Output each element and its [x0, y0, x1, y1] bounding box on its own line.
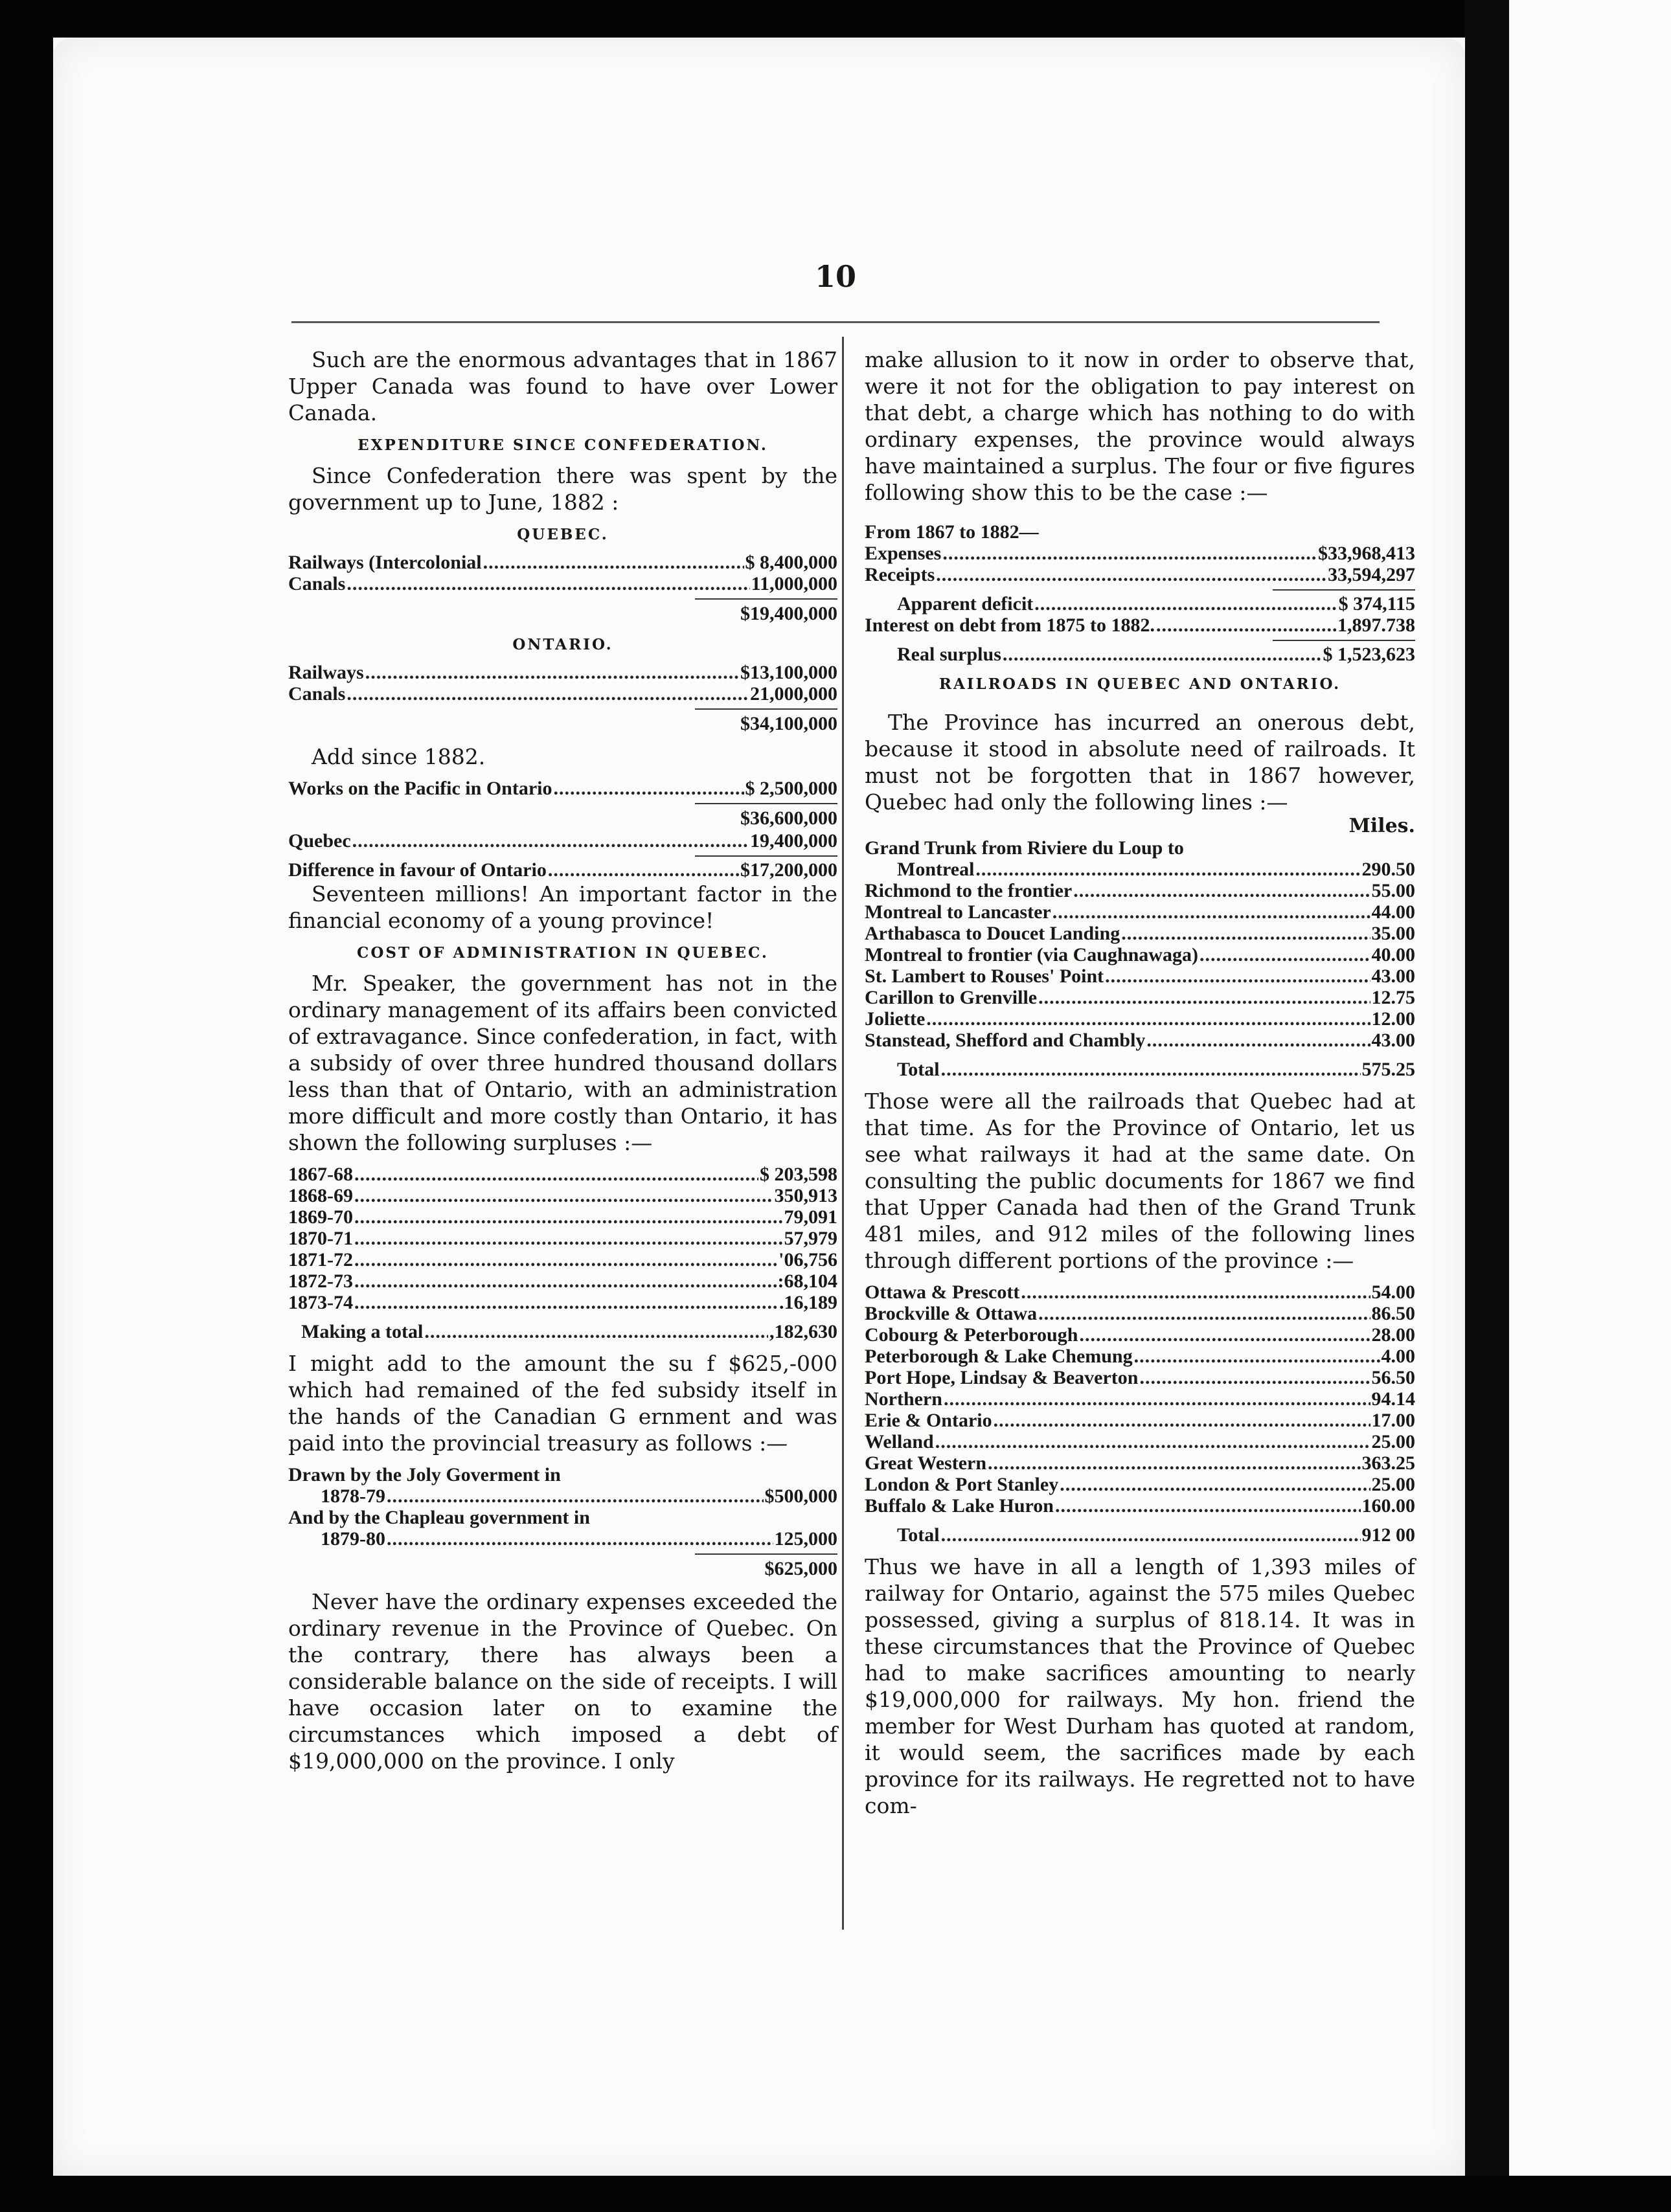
- scan-border-bottom: [0, 2176, 1671, 2212]
- ledger-row: 1870-71 ..... 57,979: [288, 1228, 837, 1249]
- ledger-row: Northern ..... 94.14: [865, 1388, 1415, 1410]
- ledger-row: Apparent deficit ..... $ 374,115: [865, 593, 1415, 615]
- since-paragraph: Since Confederation there was spent by the government up to June, 1882 :: [288, 463, 837, 515]
- ledger-line: Drawn by the Joly Goverment in: [288, 1464, 561, 1485]
- ledger-row: London & Port Stanley ..... 25.00: [865, 1474, 1415, 1495]
- quebec-total: $19,400,000: [740, 603, 837, 624]
- sum-rule: [695, 708, 837, 710]
- ledger-row: Welland ..... 25.00: [865, 1431, 1415, 1452]
- ledger-row: Quebec ..... 19,400,000: [288, 830, 837, 852]
- ledger-row: 1867-68 ..... $ 203,598: [288, 1164, 837, 1185]
- ledger-row: Canals ..... 11,000,000: [288, 573, 837, 594]
- ledger-row: Richmond to the frontier ..... 55.00: [865, 880, 1415, 901]
- ledger-row: Erie & Ontario ..... 17.00: [865, 1410, 1415, 1431]
- ledger-row: Receipts ..... 33,594,297: [865, 564, 1415, 585]
- ledger-row: Canals ..... 21,000,000: [288, 683, 837, 705]
- ledger-row: Total ..... 575.25: [865, 1059, 1415, 1080]
- ledger-row: Difference in favour of Ontario ..... $17,200,000: [288, 859, 837, 881]
- ledger-row: Interest on debt from 1875 to 1882. ..... 1,897.738: [865, 615, 1415, 636]
- ledger-row: Carillon to Grenville ..... 12.75: [865, 987, 1415, 1008]
- ledger-row: 1869-70 ..... 79,091: [288, 1206, 837, 1228]
- add-since-line: Add since 1882.: [312, 744, 486, 769]
- ledger-row: Brockville & Ottawa ..... 86.50: [865, 1303, 1415, 1324]
- left-column: [288, 346, 837, 1774]
- intro-paragraph: Such are the enormous advantages that in 1867 Upper Canada was found to have over Lower Canada.: [288, 347, 837, 425]
- ledger-row: 1878-79 ..... $500,000: [288, 1485, 837, 1507]
- allusion-paragraph: make allusion to it now in order to observe that, were it not for the obligation to pay interest on that debt, a charge which has nothing to do with ordinary expenses, the province would always have maintained a surplus. The four or five figures following show this to be the case :—: [865, 347, 1415, 505]
- ledger-row: Peterborough & Lake Chemung ..... 4.00: [865, 1346, 1415, 1367]
- column-divider: [842, 337, 844, 1930]
- right-column: [865, 346, 1415, 1819]
- header-rule: [291, 321, 1380, 323]
- ledger-line: Grand Trunk from Riviere du Loup to: [865, 837, 1184, 859]
- scan-border-right: [1465, 0, 1509, 2212]
- ledger-row: Montreal ..... 290.50: [865, 859, 1415, 880]
- ledger-row: Joliette ..... 12.00: [865, 1008, 1415, 1030]
- ledger-row: Arthabasca to Doucet Landing ..... 35.00: [865, 923, 1415, 944]
- thus-paragraph: Thus we have in all a length of 1,393 miles of railway for Ontario, against the 575 miles Quebec possessed, giving a surplus of 818.14. It was in these circumstances that the Province of Quebec had to make sacrifices amounting to nearly $19,000,000 for railways. My hon. friend the member for West Durham has quoted at random, it would seem, the sacrifices made by each province for its railways. He regretted not to have com-: [865, 1554, 1415, 1818]
- heading-expenditure: EXPENDITURE SINCE CONFEDERATION.: [358, 436, 768, 454]
- scan-border-left: [0, 0, 53, 2212]
- ontario-total: $34,100,000: [740, 713, 837, 734]
- ledger-row: St. Lambert to Rouses' Point ..... 43.00: [865, 965, 1415, 987]
- drawn-total: $625,000: [764, 1558, 837, 1579]
- ledger-row: Total ..... 912 00: [865, 1524, 1415, 1546]
- ledger-row: Cobourg & Peterborough ..... 28.00: [865, 1324, 1415, 1346]
- ledger-row: 1868-69 ..... 350,913: [288, 1185, 837, 1206]
- ledger-line: And by the Chapleau government in: [288, 1507, 590, 1528]
- sum-rule: [1273, 589, 1415, 591]
- ledger-row: Great Western ..... 363.25: [865, 1452, 1415, 1474]
- speaker-paragraph: Mr. Speaker, the government has not in the ordinary management of its affairs been convicted of extravagance. Since confederation, in fact, with a subsidy of over three hundred thousand dollars less than that of Ontario, with an administration more difficult and more costly than Ontario, it has shown the following surpluses :—: [288, 971, 837, 1155]
- ledger-row: Railways (Intercolonial ..... $ 8,400,000: [288, 552, 837, 573]
- combined-total: $36,600,000: [740, 807, 837, 829]
- never-paragraph: Never have the ordinary expenses exceeded the ordinary revenue in the Province of Quebec. On the contrary, there has always been a considerable balance on the side of receipts. I will have occasion later on to examine the circumstances which imposed a debt of $19,000,000 on the province. I only: [288, 1589, 837, 1774]
- those-paragraph: Those were all the railroads that Quebec had at that time. As for the Province of Ontario, let us see what railways it had at the same date. On consulting the public documents for 1867 we find that Upper Canada had then of the Grand Trunk 481 miles, and 912 miles of the following lines through different portions of the province :—: [865, 1089, 1415, 1273]
- might-paragraph: I might add to the amount the su f $625,-000 which had remained of the fed subsidy itself in the hands of the Canadian G ernment and was paid into the provincial treasury as follows :—: [288, 1351, 837, 1456]
- heading-quebec: QUEBEC.: [517, 526, 609, 543]
- heading-ontario: ONTARIO.: [512, 636, 613, 653]
- ledger-row: Montreal to Lancaster ..... 44.00: [865, 901, 1415, 923]
- ledger-row: 1879-80 ..... 125,000: [288, 1528, 837, 1550]
- ledger-row: Port Hope, Lindsay & Beaverton ..... 56.50: [865, 1367, 1415, 1388]
- sum-rule: [695, 803, 837, 804]
- ledger-row: 1872-73 ..... :68,104: [288, 1270, 837, 1292]
- miles-header: Miles.: [1348, 815, 1415, 837]
- ledger-row: Ottawa & Prescott ..... 54.00: [865, 1281, 1415, 1303]
- ledger-row: Buffalo & Lake Huron ..... 160.00: [865, 1495, 1415, 1517]
- ledger-row: Railways ..... $13,100,000: [288, 662, 837, 683]
- ledger-row: 1873-74 ..... .16,189: [288, 1292, 837, 1313]
- scan-background-right: [1509, 0, 1671, 2212]
- province-paragraph: The Province has incurred an onerous debt, because it stood in absolute need of railroads. It must not be forgotten that in 1867 however, Quebec had only the following lines :—: [865, 710, 1415, 815]
- sum-rule: [695, 855, 837, 857]
- sum-rule: [695, 1553, 837, 1555]
- ledger-row: 1871-72 ..... '06,756: [288, 1249, 837, 1270]
- heading-railroads: RAILROADS IN QUEBEC AND ONTARIO.: [938, 675, 1341, 693]
- ledger-line: From 1867 to 1882—: [865, 521, 1039, 543]
- ledger-row: Real surplus ..... $ 1,523,623: [865, 644, 1415, 665]
- ledger-row: Expenses ..... $33,968,413: [865, 543, 1415, 564]
- ledger-row: Making a total ..... ,182,630: [288, 1321, 837, 1342]
- scan-border-top: [0, 0, 1671, 38]
- ledger-row: Montreal to frontier (via Caughnawaga) ..... 40.00: [865, 944, 1415, 965]
- sum-rule: [695, 598, 837, 600]
- ledger-row: Works on the Pacific in Ontario ..... $ 2,500,000: [288, 778, 837, 799]
- ledger-row: Stanstead, Shefford and Chambly ..... 43.00: [865, 1030, 1415, 1051]
- heading-cost: COST OF ADMINISTRATION IN QUEBEC.: [357, 944, 769, 962]
- page-number: 10: [814, 259, 856, 294]
- sum-rule: [1273, 640, 1415, 641]
- seventeen-paragraph: Seventeen millions! An important factor in the financial economy of a young province!: [288, 881, 837, 933]
